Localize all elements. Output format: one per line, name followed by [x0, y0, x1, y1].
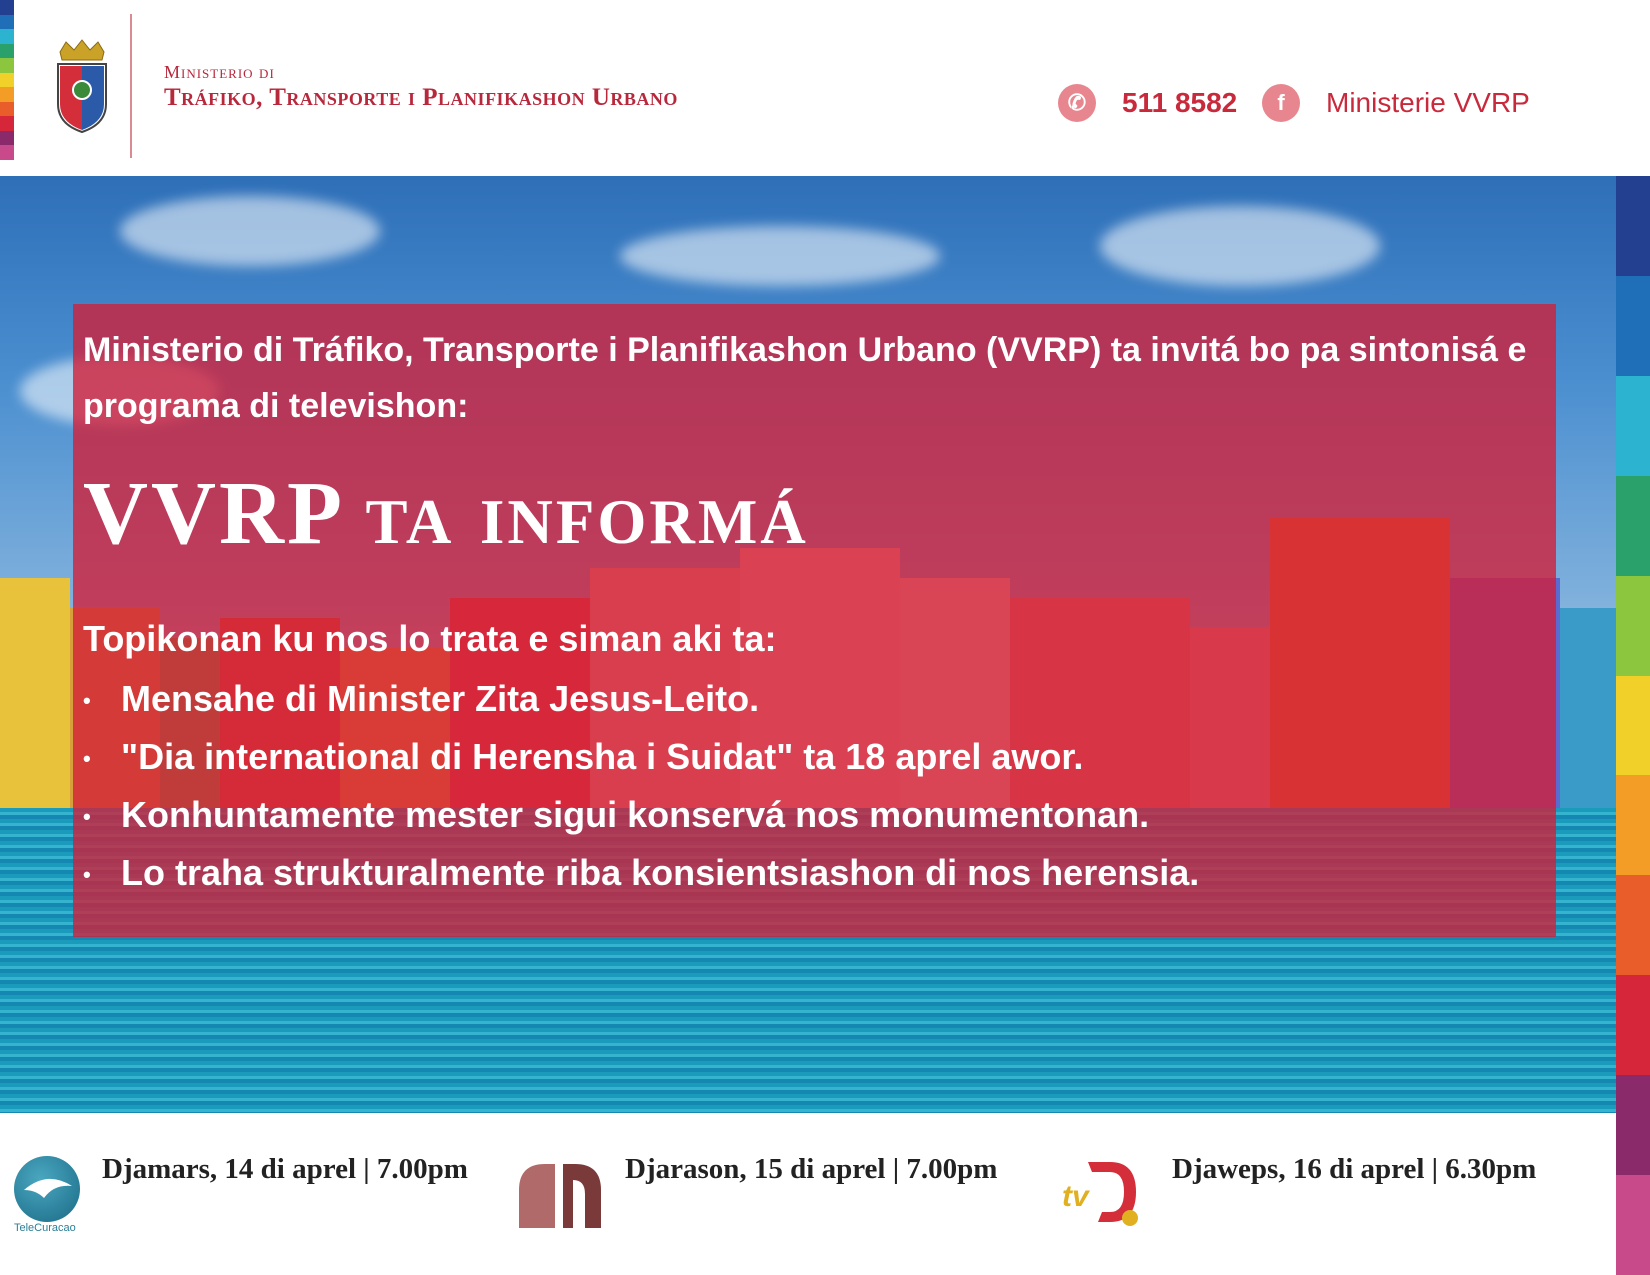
telecuracao-logo-icon	[14, 1156, 80, 1222]
topic-text: Konhuntamente mester sigui konservá nos monumentonan.	[121, 794, 1150, 835]
bullet-icon: •	[83, 746, 91, 772]
topic-item	[83, 852, 1199, 894]
ministry-name: Tráfiko, Transporte i Planifikashon Urbano	[164, 84, 678, 111]
bullet-icon: •	[83, 862, 91, 888]
schedule-item-3: Djaweps, 16 di aprel | 6.30pm	[1172, 1153, 1537, 1185]
coat-of-arms-icon	[52, 38, 112, 134]
channel-arc-logo-icon	[515, 1160, 605, 1228]
topic-text: "Dia international di Herensha i Suidat" ta 18 aprel awor.	[121, 736, 1084, 777]
bullet-icon: •	[83, 804, 91, 830]
topic-item	[83, 794, 1149, 836]
topic-text: Mensahe di Minister Zita Jesus-Leito.	[121, 678, 760, 719]
topic-item	[83, 678, 759, 720]
svg-text:tv: tv	[1062, 1180, 1089, 1213]
schedule-item-2: Djarason, 15 di aprel | 7.00pm	[625, 1153, 998, 1185]
phone-number: 511 8582	[1122, 87, 1238, 118]
facebook-icon: f	[1262, 84, 1300, 122]
topic-text: Lo traha strukturalmente riba konsientsiashon di nos herensia.	[121, 852, 1200, 893]
info-panel	[73, 304, 1556, 937]
left-color-strip	[0, 0, 14, 160]
facebook-contact[interactable]	[1262, 84, 1530, 122]
right-color-strip	[1616, 176, 1650, 1275]
telecuracao-logo-text: TeleCuracao	[14, 1222, 76, 1234]
headline: VVRP ta informá	[83, 464, 809, 563]
facebook-name: Ministerie VVRP	[1326, 87, 1530, 118]
phone-contact[interactable]	[1058, 84, 1237, 122]
tvd-logo-icon	[1058, 1156, 1140, 1228]
topic-item	[83, 736, 1083, 778]
bullet-icon: •	[83, 688, 91, 714]
topics-title: Topikonan ku nos lo trata e siman aki ta:	[83, 618, 777, 659]
ministry-label-small: Ministerio di	[164, 62, 275, 82]
whatsapp-icon: ✆	[1058, 84, 1096, 122]
schedule-item-1: Djamars, 14 di aprel | 7.00pm	[102, 1153, 468, 1185]
intro-text: Ministerio di Tráfiko, Transporte i Planifikashon Urbano (VVRP) ta invitá bo pa sintonisá e programa di televishon:	[83, 331, 1527, 425]
header-divider	[130, 14, 132, 158]
